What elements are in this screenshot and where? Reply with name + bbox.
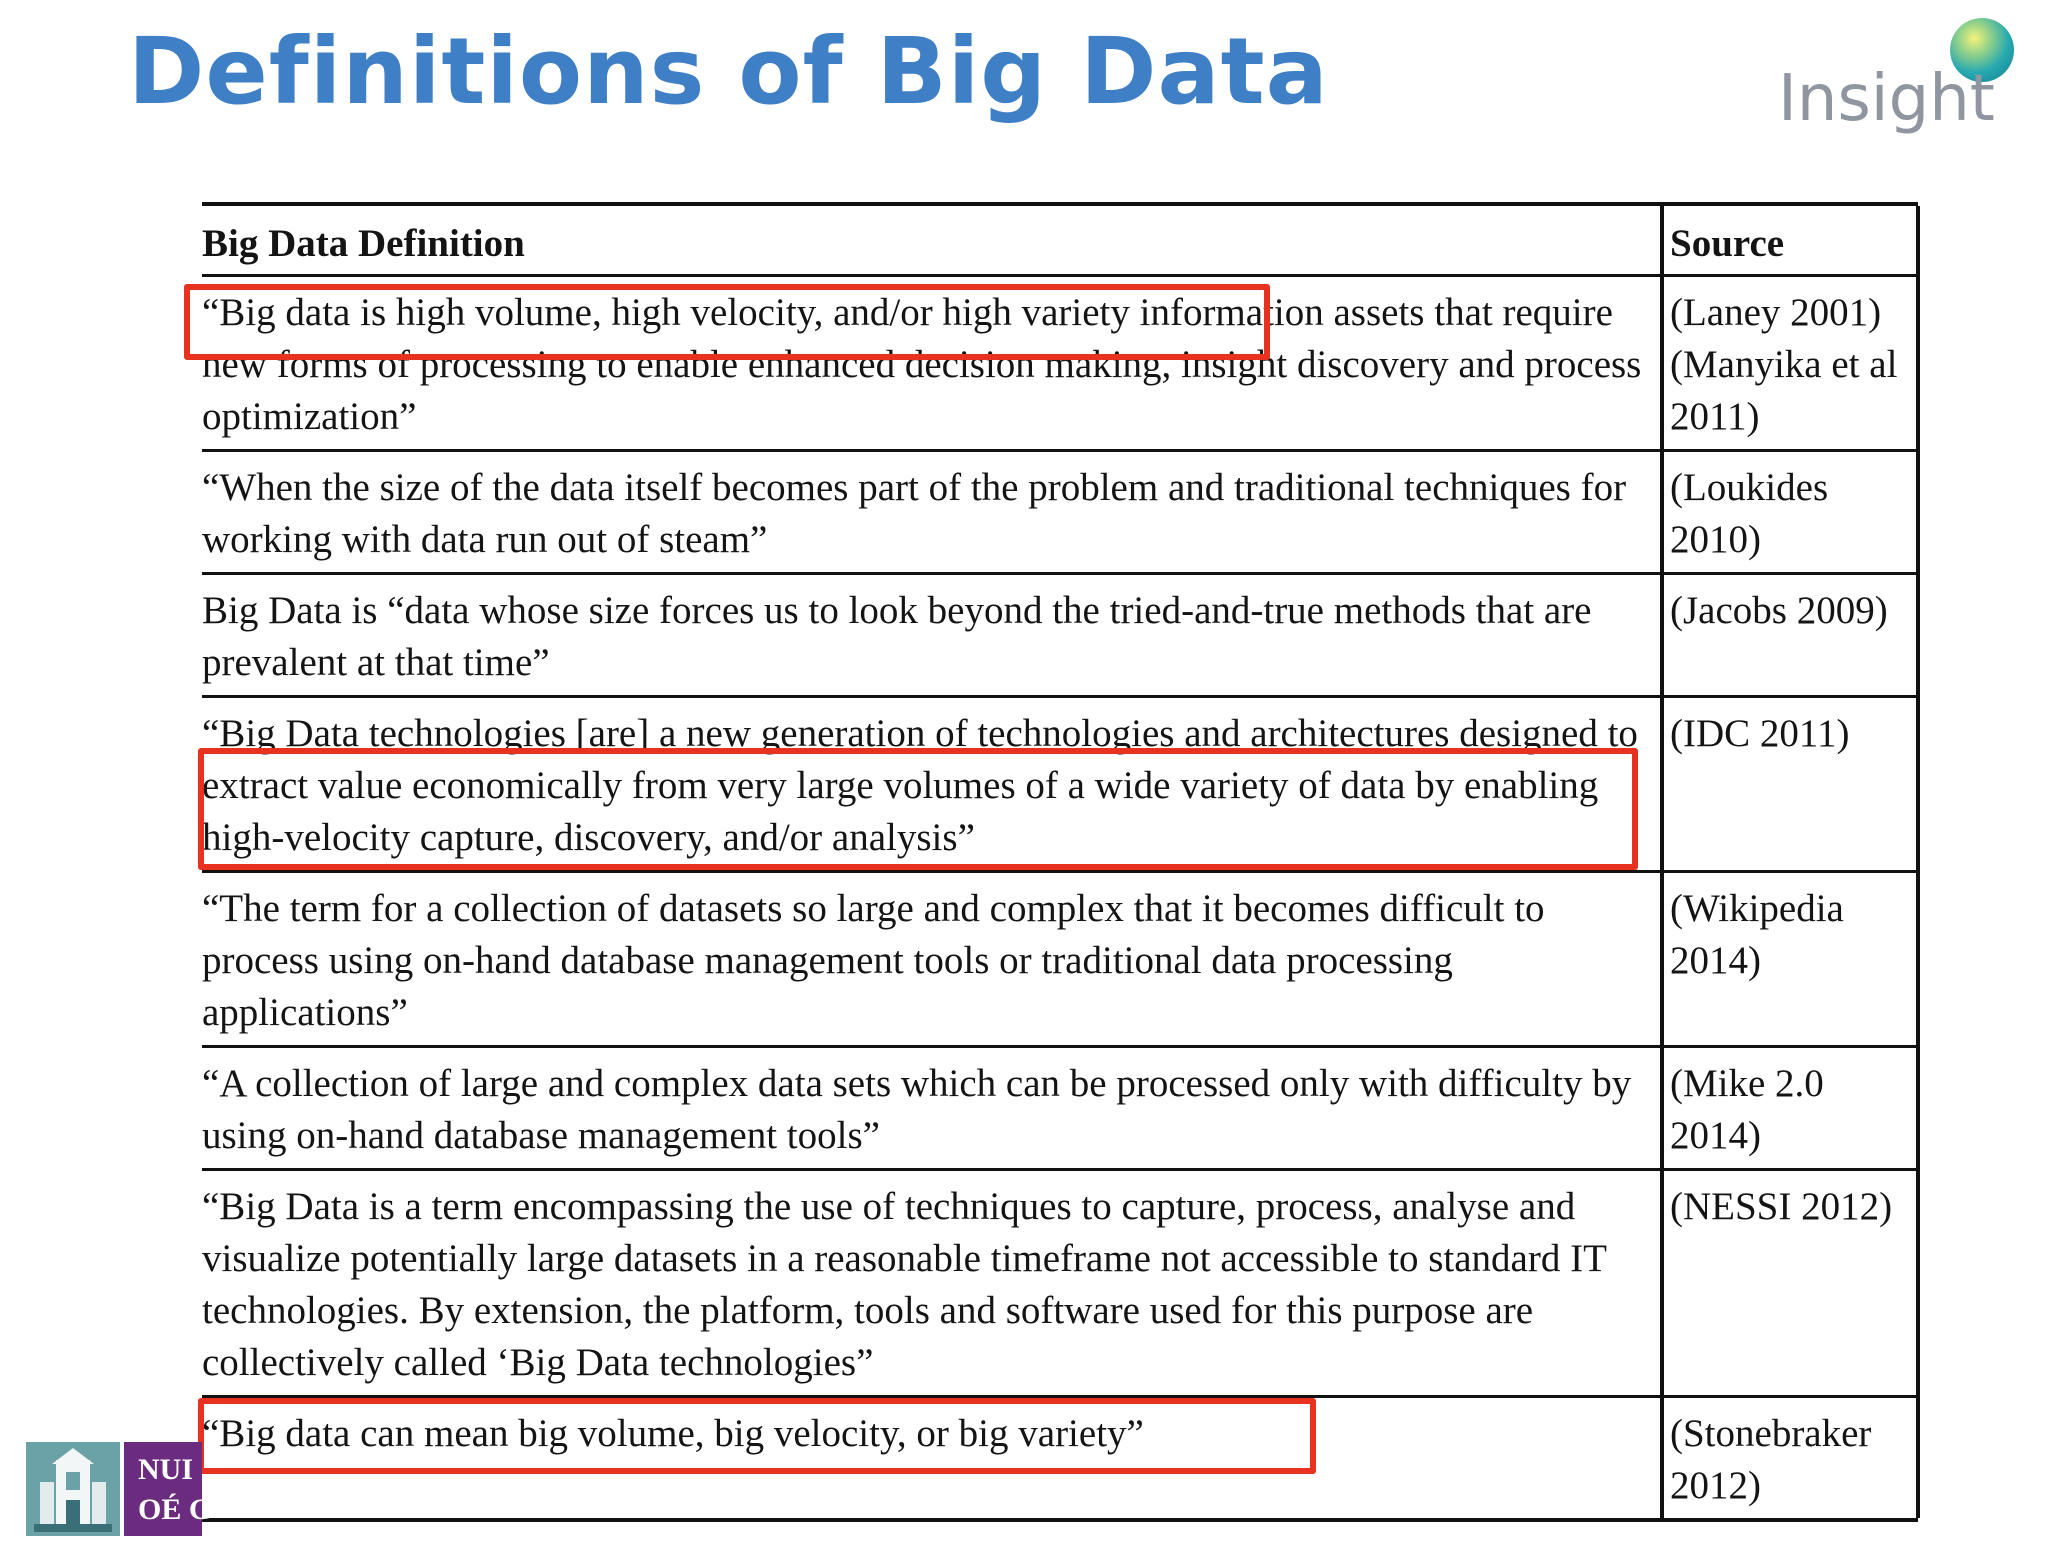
table-header-row: [202, 206, 1918, 276]
source-cell: (Wikipedia 2014): [1662, 872, 1918, 1047]
university-name: NUI OÉ G: [124, 1442, 202, 1536]
definition-cell: “Big data can mean big volume, big velocity, or big variety”: [202, 1412, 1144, 1455]
table-row: [202, 1047, 1918, 1170]
definition-cell: “Big data is high volume, high velocity, and/or high variety information assets that require new forms of processing to enable enhanced decision making, insight discovery and process optimization”: [202, 276, 1662, 451]
table-row: [202, 1170, 1918, 1397]
definition-cell: “Big Data technologies [are] a new generation of technologies and architectures designed to extract value economically from very large volumes of a wide variety of data by enabling high-velocity capture, discovery, and/or analysis”: [202, 697, 1662, 872]
highlight-box-stonebraker: [198, 1398, 1316, 1474]
source-cell: (Loukides 2010): [1662, 451, 1918, 574]
university-logo: [26, 1442, 213, 1536]
source-cell: (NESSI 2012): [1662, 1170, 1918, 1397]
highlight-box-laney: [184, 284, 1270, 360]
university-crest-icon: [26, 1442, 120, 1536]
insight-logo-text: Insight: [1778, 62, 1995, 136]
header-source: Source: [1662, 206, 1918, 276]
insight-logo: [1778, 18, 2038, 148]
definition-cell: “A collection of large and complex data sets which can be processed only with difficulty by using on-hand database management tools”: [202, 1047, 1662, 1170]
definition-cell: “Big Data is a term encompassing the use of techniques to capture, process, analyse and visualize potentially large datasets in a reasonable timeframe not accessible to standard IT technologies. By extension, the platform, tools and software used for this purpose are collectively called ‘Big Data technologies”: [202, 1170, 1662, 1397]
table-row: [202, 872, 1918, 1047]
source-cell: (Laney 2001) (Manyika et al 2011): [1662, 276, 1918, 451]
header-definition: Big Data Definition: [202, 206, 1662, 276]
source-cell: (IDC 2011): [1662, 697, 1918, 872]
source-cell: (Mike 2.0 2014): [1662, 1047, 1918, 1170]
definition-cell: “When the size of the data itself becomes part of the problem and traditional techniques for working with data run out of steam”: [202, 451, 1662, 574]
table-row: [202, 451, 1918, 574]
definition-cell: “The term for a collection of datasets so large and complex that it becomes difficult to process using on-hand database management tools or traditional data processing applications”: [202, 872, 1662, 1047]
table-row: [202, 574, 1918, 697]
highlight-box-idc: [198, 748, 1638, 870]
definition-cell: Big Data is “data whose size forces us to look beyond the tried-and-true methods that are prevalent at that time”: [202, 574, 1662, 697]
slide-title: Definitions of Big Data: [128, 18, 1329, 125]
source-cell: (Stonebraker 2012): [1662, 1397, 1918, 1519]
source-cell: (Jacobs 2009): [1662, 574, 1918, 697]
